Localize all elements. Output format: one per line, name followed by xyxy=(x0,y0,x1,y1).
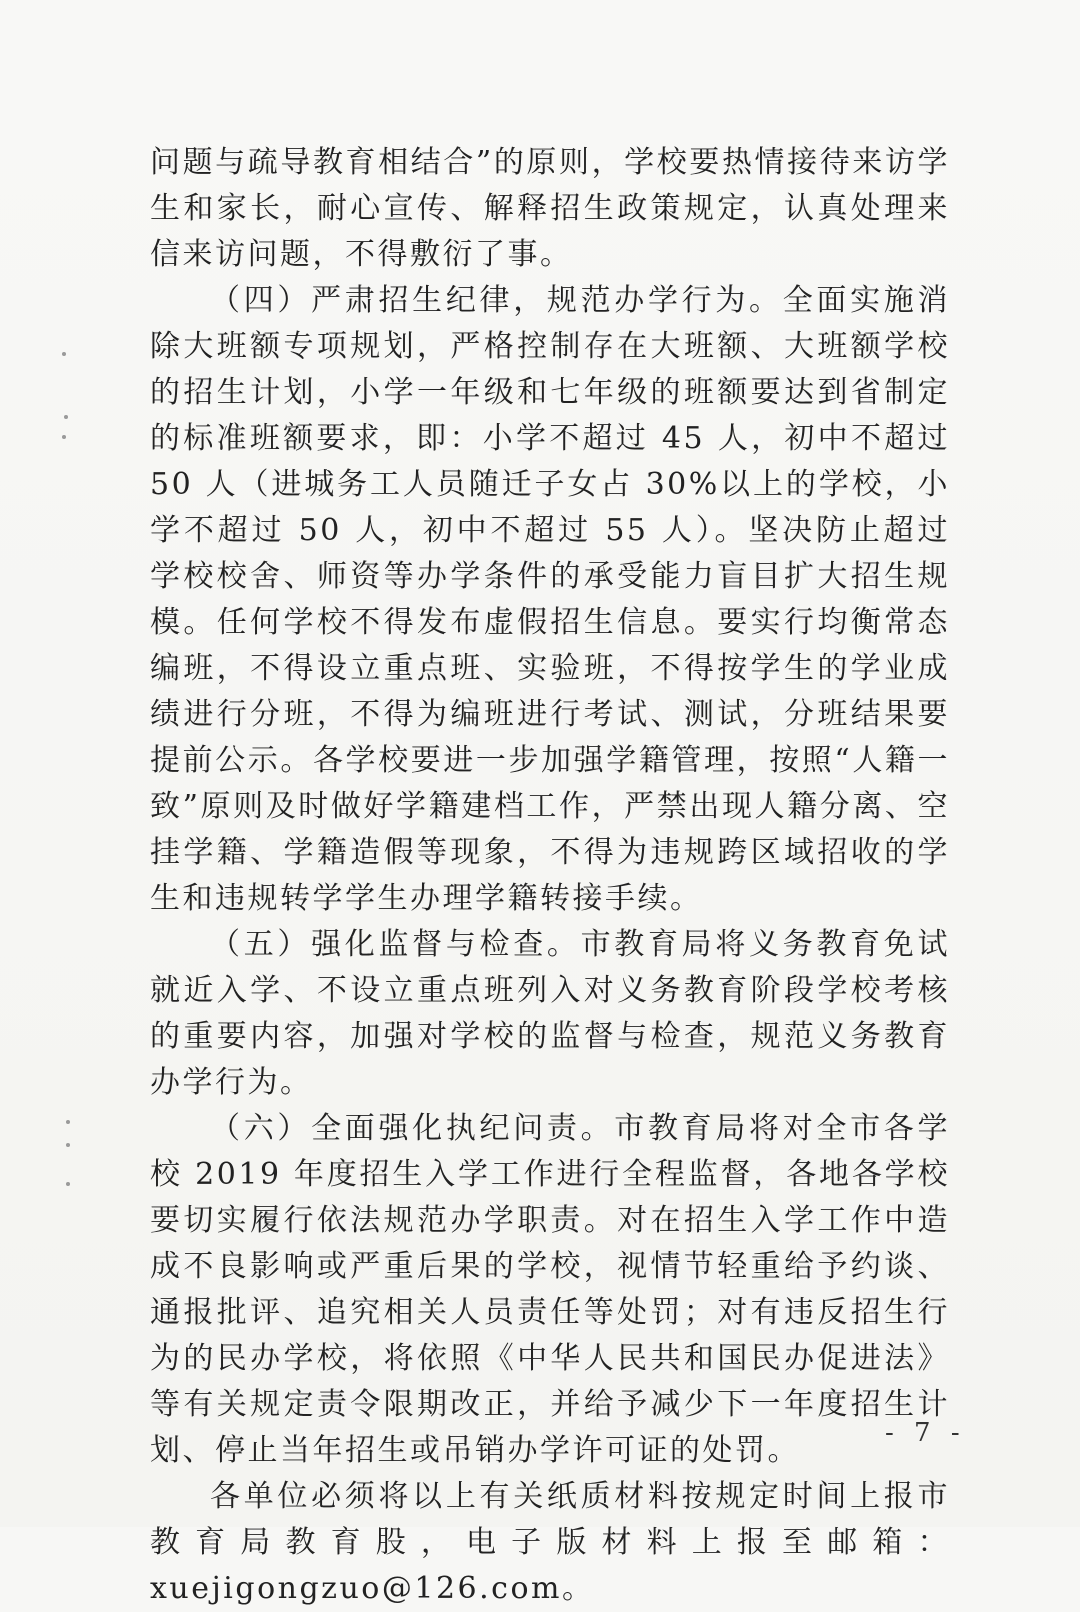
scan-artifact-dot xyxy=(66,1143,70,1147)
scan-artifact-dot xyxy=(62,435,66,439)
paragraph-section-4: （四）严肃招生纪律，规范办学行为。全面实施消除大班额专项规划，严格控制存在大班额、大班额学校的招生计划，小学一年级和七年级的班额要达到省制定的标准班额要求，即：小学不超过 45 人，初中不超过 50 人（进城务工人员随迁子女占 30%以上的学校，小学不超过 50 人，初中不超过 55 人）。坚决防止超过学校校舍、师资等办学条件的承受能力盲目扩大招生规模。任何学校不得发布虚假招生信息。要实行均衡常态编班，不得设立重点班、实验班，不得按学生的学业成绩进行分班，不得为编班进行考试、测试，分班结果要提前公示。各学校要进一步加强学籍管理，按照“人籍一致”原则及时做好学籍建档工作，严禁出现人籍分离、空挂学籍、学籍造假等现象，不得为违规跨区域招收的学生和违规转学学生办理学籍转接手续。 xyxy=(150,283,950,916)
scan-artifact-dot xyxy=(62,352,66,356)
paragraph-section-6: （六）全面强化执纪问责。市教育局将对全市各学校 2019 年度招生入学工作进行全程监督，各地各学校要切实履行依法规范办学职责。对在招生入学工作中造成不良影响或严重后果的学校，视情节轻重给予约谈、通报批评、追究相关人员责任等处罚；对有违反招生行为的民办学校，将依照《中华人民共和国民办促进法》等有关规定责令限期改正，并给予减少下一年度招生计划、停止当年招生或吊销办学许可证的处罚。 xyxy=(150,1111,950,1468)
document-body xyxy=(150,140,950,1612)
scan-artifact-dot xyxy=(66,1182,70,1186)
page-number: - 7 - xyxy=(885,1418,966,1448)
paragraph-section-5: （五）强化监督与检查。市教育局将义务教育免试就近入学、不设立重点班列入对义务教育阶段学校考核的重要内容，加强对学校的监督与检查，规范义务教育办学行为。 xyxy=(150,927,950,1100)
paragraph-continuation: 问题与疏导教育相结合”的原则，学校要热情接待来访学生和家长，耐心宣传、解释招生政策规定，认真处理来信来访问题，不得敷衍了事。 xyxy=(150,145,950,272)
paragraph-submission-note: 各单位必须将以上有关纸质材料按规定时间上报市教育局教育股，电子版材料上报至邮箱：xuejigongzuo@126.com。 xyxy=(150,1479,950,1606)
scan-artifact-dot xyxy=(64,415,68,419)
scan-artifact-dot xyxy=(66,1120,70,1124)
